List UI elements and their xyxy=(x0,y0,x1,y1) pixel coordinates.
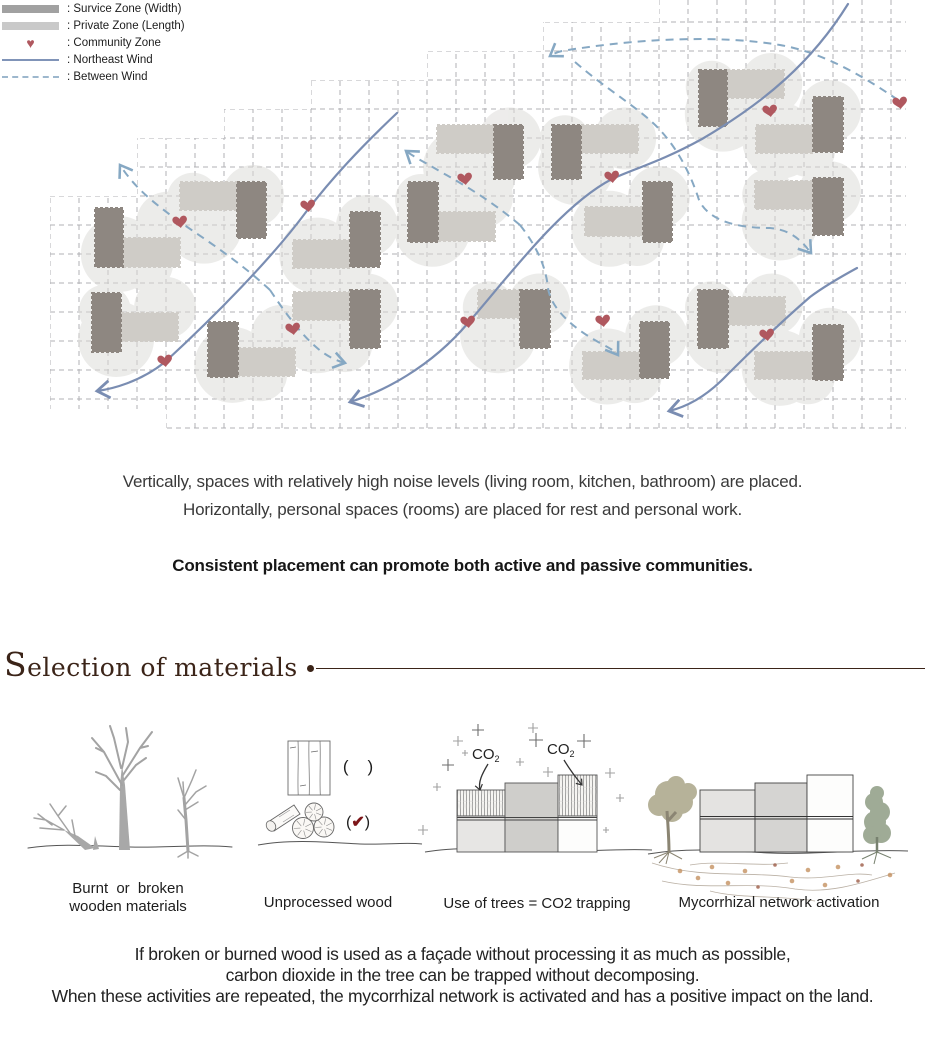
legend-label: : Private Zone (Length) xyxy=(67,19,185,32)
accept-mark: (✔) xyxy=(346,814,371,831)
legend-label: : Survice Zone (Width) xyxy=(67,2,182,15)
processed-plank-sketch xyxy=(288,741,330,795)
legend-item-line-solid xyxy=(2,51,185,68)
building-right xyxy=(807,775,853,852)
heading-rule xyxy=(316,668,925,669)
legend-item-line-dashed xyxy=(2,68,185,85)
heart-icon xyxy=(892,96,908,110)
notes-line-3: When these activities are repeated, the mycorrhizal network is activated and has a positive impact on the land. xyxy=(51,986,874,1006)
co2-label-1: $CO_2$ xyxy=(472,746,500,764)
legend-label: : Northeast Wind xyxy=(67,53,153,66)
caption-mycorrhizal: Mycorrhizal network activation xyxy=(678,894,880,911)
caption-co2-trapping: Use of trees = CO2 trapping xyxy=(443,895,631,912)
heart-icon xyxy=(595,314,611,328)
materials-notes xyxy=(0,944,925,1007)
building-right xyxy=(558,816,597,852)
conifer-tree xyxy=(862,786,891,864)
unprocessed-wood-illustration xyxy=(258,741,422,845)
co2-arrow-1 xyxy=(479,764,488,790)
wood-facade-band-left xyxy=(457,790,505,816)
line-dashed-swatch xyxy=(2,76,59,78)
heart-icon xyxy=(300,199,316,213)
legend-item-heart xyxy=(2,34,185,51)
building-left xyxy=(700,790,755,852)
diagram-legend xyxy=(2,0,185,85)
caption-unprocessed-wood: Unprocessed wood xyxy=(263,894,393,911)
heading-bullet-dot xyxy=(307,665,314,672)
notes-line-2: carbon dioxide in the tree can be trapped without decomposing. xyxy=(225,965,700,985)
legend-label: : Between Wind xyxy=(67,70,148,83)
caption-burnt-wood-2: wooden materials xyxy=(69,898,187,915)
materials-heading: Selection of materials xyxy=(4,644,298,684)
materials-section-header xyxy=(0,645,925,687)
line-solid-swatch xyxy=(2,59,59,61)
caption-burnt-wood-1: Burnt or broken xyxy=(72,880,184,897)
bar-dark-swatch xyxy=(2,5,59,13)
placement-emphasis: Consistent placement can promote both active and passive communities. xyxy=(172,556,753,575)
mycorrhizal-illustration xyxy=(648,775,908,901)
placement-line-1: Vertically, spaces with relatively high noise levels (living room, kitchen, bathroom) are placed. xyxy=(122,472,803,491)
burnt-trees-illustration xyxy=(28,726,232,858)
network-nodes xyxy=(678,863,893,889)
legend-item-bar-dark xyxy=(2,0,185,17)
notes-line-1: If broken or burned wood is used as a façade without processing it as much as possible, xyxy=(134,944,791,964)
log-pile-sketch xyxy=(264,803,334,839)
placement-description xyxy=(0,468,925,580)
legend-label: : Community Zone xyxy=(67,36,161,49)
co2-label-2: $CO_2$ xyxy=(547,741,575,759)
placement-line-2: Horizontally, personal spaces (rooms) are placed for rest and personal work. xyxy=(183,500,742,519)
building-left xyxy=(457,816,505,852)
heart-icon: ♥ xyxy=(26,34,35,51)
wood-facade-band-right xyxy=(558,775,597,816)
reject-mark: ( ) xyxy=(342,757,374,776)
bar-light-swatch xyxy=(2,22,59,30)
legend-item-bar-light xyxy=(2,17,185,34)
materials-illustrations xyxy=(0,690,925,930)
building-middle xyxy=(755,783,807,852)
co2-trapping-illustration xyxy=(418,723,652,852)
